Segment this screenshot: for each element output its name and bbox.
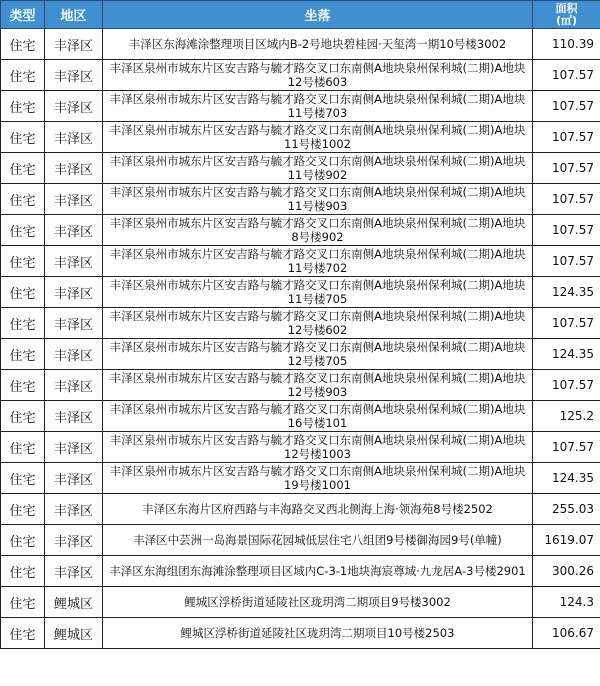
table-row bbox=[1, 525, 600, 556]
row-size: 110.39 bbox=[533, 29, 600, 60]
row-size: 107.57 bbox=[533, 308, 600, 339]
table-row bbox=[1, 463, 600, 494]
row-size: 255.03 bbox=[533, 494, 600, 525]
row-size: 107.57 bbox=[533, 122, 600, 153]
table-row bbox=[1, 29, 600, 60]
row-location: 丰泽区泉州市城东片区安吉路与毓才路交叉口东南侧A地块泉州保利城(二期)A地块12号楼603 bbox=[103, 60, 533, 91]
row-location: 丰泽区泉州市城东片区安吉路与毓才路交叉口东南侧A地块泉州保利城(二期)A地块19号楼1001 bbox=[103, 463, 533, 494]
table-row bbox=[1, 339, 600, 370]
row-size: 107.57 bbox=[533, 184, 600, 215]
row-size: 107.57 bbox=[533, 91, 600, 122]
row-type: 住宅 bbox=[1, 215, 45, 246]
row-location: 丰泽区泉州市城东片区安吉路与毓才路交叉口东南侧A地块泉州保利城(二期)A地块11号楼1002 bbox=[103, 122, 533, 153]
row-location: 丰泽区泉州市城东片区安吉路与毓才路交叉口东南侧A地块泉州保利城(二期)A地块11号楼903 bbox=[103, 184, 533, 215]
row-area: 丰泽区 bbox=[45, 556, 103, 587]
row-location: 丰泽区泉州市城东片区安吉路与毓才路交叉口东南侧A地块泉州保利城(二期)A地块16号楼101 bbox=[103, 401, 533, 432]
row-type: 住宅 bbox=[1, 525, 45, 556]
header-size-unit: (㎡) bbox=[555, 13, 578, 27]
row-area: 丰泽区 bbox=[45, 29, 103, 60]
table-row bbox=[1, 91, 600, 122]
row-type: 住宅 bbox=[1, 494, 45, 525]
header-area: 地区 bbox=[45, 1, 103, 29]
row-location: 丰泽区东海片区府西路与丰海路交叉西北侧海上海·领海苑8号楼2502 bbox=[103, 494, 533, 525]
row-type: 住宅 bbox=[1, 587, 45, 618]
row-area: 丰泽区 bbox=[45, 184, 103, 215]
table-row bbox=[1, 618, 600, 649]
row-area: 丰泽区 bbox=[45, 432, 103, 463]
row-size: 107.57 bbox=[533, 370, 600, 401]
table-row bbox=[1, 370, 600, 401]
row-size: 107.57 bbox=[533, 153, 600, 184]
row-location: 丰泽区东海滩涂整理项目区域内B-2号地块碧桂园·天玺湾一期10号楼3002 bbox=[103, 29, 533, 60]
row-type: 住宅 bbox=[1, 618, 45, 649]
row-location: 丰泽区泉州市城东片区安吉路与毓才路交叉口东南侧A地块泉州保利城(二期)A地块12号楼705 bbox=[103, 339, 533, 370]
row-area: 丰泽区 bbox=[45, 215, 103, 246]
row-location: 丰泽区泉州市城东片区安吉路与毓才路交叉口东南侧A地块泉州保利城(二期)A地块11号楼702 bbox=[103, 246, 533, 277]
row-area: 丰泽区 bbox=[45, 91, 103, 122]
row-type: 住宅 bbox=[1, 277, 45, 308]
row-type: 住宅 bbox=[1, 401, 45, 432]
row-area: 鲤城区 bbox=[45, 587, 103, 618]
row-type: 住宅 bbox=[1, 122, 45, 153]
row-location: 丰泽区泉州市城东片区安吉路与毓才路交叉口东南侧A地块泉州保利城(二期)A地块8号楼902 bbox=[103, 215, 533, 246]
row-location: 鲤城区浮桥街道延陵社区珑玥湾二期项目10号楼2503 bbox=[103, 618, 533, 649]
row-area: 丰泽区 bbox=[45, 60, 103, 91]
header-type: 类型 bbox=[1, 1, 45, 29]
row-size: 124.35 bbox=[533, 339, 600, 370]
row-type: 住宅 bbox=[1, 463, 45, 494]
row-location: 丰泽区中芸洲一岛海景国际花园城低层住宅八组团9号楼御海园9号(单幢) bbox=[103, 525, 533, 556]
row-type: 住宅 bbox=[1, 184, 45, 215]
table-row bbox=[1, 587, 600, 618]
row-area: 丰泽区 bbox=[45, 370, 103, 401]
row-location: 丰泽区东海组团东海滩涂整理项目区域内C-3-1地块海宸尊域·九龙居A-3号楼2901 bbox=[103, 556, 533, 587]
row-size: 300.26 bbox=[533, 556, 600, 587]
row-area: 丰泽区 bbox=[45, 246, 103, 277]
row-size: 106.67 bbox=[533, 618, 600, 649]
row-type: 住宅 bbox=[1, 153, 45, 184]
header-size bbox=[533, 1, 600, 29]
row-size: 1619.07 bbox=[533, 525, 600, 556]
table-row bbox=[1, 122, 600, 153]
row-size: 124.3 bbox=[533, 587, 600, 618]
row-size: 107.57 bbox=[533, 60, 600, 91]
row-type: 住宅 bbox=[1, 91, 45, 122]
row-type: 住宅 bbox=[1, 29, 45, 60]
row-type: 住宅 bbox=[1, 556, 45, 587]
row-size: 107.57 bbox=[533, 246, 600, 277]
header-location: 坐落 bbox=[103, 1, 533, 29]
row-location: 丰泽区泉州市城东片区安吉路与毓才路交叉口东南侧A地块泉州保利城(二期)A地块12号楼903 bbox=[103, 370, 533, 401]
row-location: 丰泽区泉州市城东片区安吉路与毓才路交叉口东南侧A地块泉州保利城(二期)A地块11号楼902 bbox=[103, 153, 533, 184]
table-row bbox=[1, 432, 600, 463]
row-location: 鲤城区浮桥街道延陵社区珑玥湾二期项目9号楼3002 bbox=[103, 587, 533, 618]
row-size: 125.2 bbox=[533, 401, 600, 432]
row-area: 丰泽区 bbox=[45, 153, 103, 184]
row-area: 丰泽区 bbox=[45, 401, 103, 432]
table-row bbox=[1, 277, 600, 308]
table-row bbox=[1, 308, 600, 339]
row-area: 丰泽区 bbox=[45, 277, 103, 308]
row-size: 124.35 bbox=[533, 463, 600, 494]
table-row bbox=[1, 246, 600, 277]
table-row bbox=[1, 401, 600, 432]
row-type: 住宅 bbox=[1, 370, 45, 401]
row-size: 107.57 bbox=[533, 432, 600, 463]
row-size: 124.35 bbox=[533, 277, 600, 308]
row-type: 住宅 bbox=[1, 339, 45, 370]
row-location: 丰泽区泉州市城东片区安吉路与毓才路交叉口东南侧A地块泉州保利城(二期)A地块12号楼1003 bbox=[103, 432, 533, 463]
row-size: 107.57 bbox=[533, 215, 600, 246]
row-area: 丰泽区 bbox=[45, 308, 103, 339]
row-type: 住宅 bbox=[1, 60, 45, 91]
table-row bbox=[1, 494, 600, 525]
row-area: 丰泽区 bbox=[45, 339, 103, 370]
row-area: 丰泽区 bbox=[45, 463, 103, 494]
row-location: 丰泽区泉州市城东片区安吉路与毓才路交叉口东南侧A地块泉州保利城(二期)A地块11号楼703 bbox=[103, 91, 533, 122]
table-header-row bbox=[1, 1, 600, 29]
header-size-label: 面积 bbox=[555, 1, 578, 15]
row-area: 丰泽区 bbox=[45, 122, 103, 153]
row-type: 住宅 bbox=[1, 308, 45, 339]
table-row bbox=[1, 556, 600, 587]
row-type: 住宅 bbox=[1, 246, 45, 277]
row-area: 鲤城区 bbox=[45, 618, 103, 649]
row-area: 丰泽区 bbox=[45, 494, 103, 525]
table-row bbox=[1, 60, 600, 91]
table-row bbox=[1, 184, 600, 215]
table-row bbox=[1, 153, 600, 184]
table-row bbox=[1, 215, 600, 246]
row-type: 住宅 bbox=[1, 432, 45, 463]
row-area: 丰泽区 bbox=[45, 525, 103, 556]
row-location: 丰泽区泉州市城东片区安吉路与毓才路交叉口东南侧A地块泉州保利城(二期)A地块12号楼602 bbox=[103, 308, 533, 339]
row-location: 丰泽区泉州市城东片区安吉路与毓才路交叉口东南侧A地块泉州保利城(二期)A地块11号楼705 bbox=[103, 277, 533, 308]
